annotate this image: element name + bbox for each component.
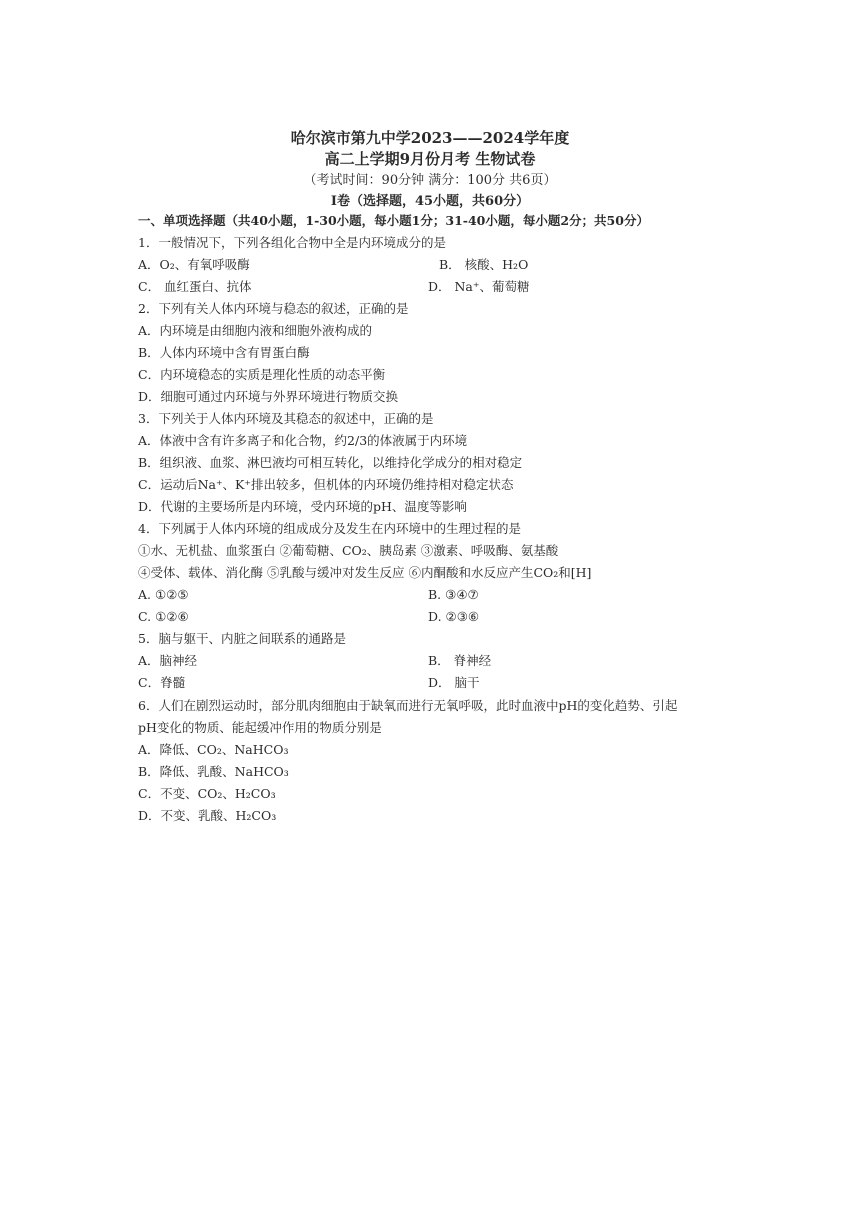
q6-option-b: B．降低、乳酸、NaHCO₃ (138, 764, 289, 779)
exam-title: 高二上学期9月份月考 生物试卷 (324, 150, 536, 168)
q6-option-a: A．降低、CO₂、NaHCO₃ (138, 742, 289, 757)
q5-option-a: A．脑神经 (138, 653, 198, 668)
q4-stem: 4．下列属于人体内环境的组成成分及发生在内环境中的生理过程的是 (138, 521, 521, 536)
q5-option-c: C．脊髓 (138, 675, 186, 690)
q5-option-d: D． 脑干 (428, 675, 480, 690)
q2-option-a: A．内环境是由细胞内液和细胞外液构成的 (138, 323, 373, 338)
section-title: 一、单项选择题（共40小题，1-30小题，每小题1分；31-40小题，每小题2分；共50分） (138, 213, 649, 228)
q2-option-c: C．内环境稳态的实质是理化性质的动态平衡 (138, 367, 386, 382)
q6-stem-line2: pH变化的物质、能起缓冲作用的物质分别是 (138, 720, 382, 735)
q5-stem: 5．脑与躯干、内脏之间联系的通路是 (138, 631, 346, 646)
q4-option-a: A. ①②⑤ (138, 587, 189, 602)
q6-option-c: C．不变、CO₂、H₂CO₃ (138, 786, 276, 801)
q1-stem: 1．一般情况下，下列各组化合物中全是内环境成分的是 (138, 235, 446, 250)
q4-items-row2: ④受体、载体、消化酶 ⑤乳酸与缓冲对发生反应 ⑥内酮酸和水反应产生CO₂和[H] (138, 565, 592, 580)
q3-option-b: B．组织液、血浆、淋巴液均可相互转化，以维持化学成分的相对稳定 (138, 455, 523, 470)
q3-option-d: D．代谢的主要场所是内环境，受内环境的pH、温度等影响 (138, 499, 467, 514)
q4-items-row1: ①水、无机盐、血浆蛋白 ②葡萄糖、CO₂、胰岛素 ③激素、呼吸酶、氨基酸 (138, 543, 559, 558)
school-title: 哈尔滨市第九中学2023——2024学年度 (290, 129, 570, 147)
q3-option-a: A．体液中含有许多离子和化合物，约2/3的体液属于内环境 (138, 433, 468, 448)
q6-option-d: D．不变、乳酸、H₂CO₃ (138, 808, 277, 823)
q3-stem: 3．下列关于人体内环境及其稳态的叙述中，正确的是 (138, 411, 434, 426)
exam-info: （考试时间：90分钟 满分：100分 共6页） (303, 173, 557, 188)
q2-option-b: B．人体内环境中含有胃蛋白酶 (138, 345, 310, 360)
q3-option-c: C．运动后Na⁺、K⁺排出较多，但机体的内环境仍维持相对稳定状态 (138, 477, 514, 492)
volume-title: I卷（选择题，45小题，共60分） (330, 194, 530, 209)
q2-stem: 2．下列有关人体内环境与稳态的叙述，正确的是 (138, 301, 409, 316)
q1-option-c: C． 血红蛋白、抗体 (138, 279, 252, 294)
q2-option-d: D．细胞可通过内环境与外界环境进行物质交换 (138, 389, 399, 404)
q6-stem-line1: 6．人们在剧烈运动时，部分肌肉细胞由于缺氧而进行无氧呼吸，此时血液中pH的变化趋势、引起 (138, 698, 678, 713)
q1-option-d: D． Na⁺、葡萄糖 (428, 279, 530, 294)
q4-option-c: C. ①②⑥ (138, 609, 189, 624)
q4-option-d: D. ②③⑥ (428, 609, 480, 624)
q1-option-b: B． 核酸、H₂O (439, 257, 529, 272)
q4-option-b: B. ③④⑦ (428, 587, 479, 602)
q1-option-a: A．O₂、有氧呼吸酶 (138, 257, 250, 272)
q5-option-b: B． 脊神经 (428, 653, 492, 668)
